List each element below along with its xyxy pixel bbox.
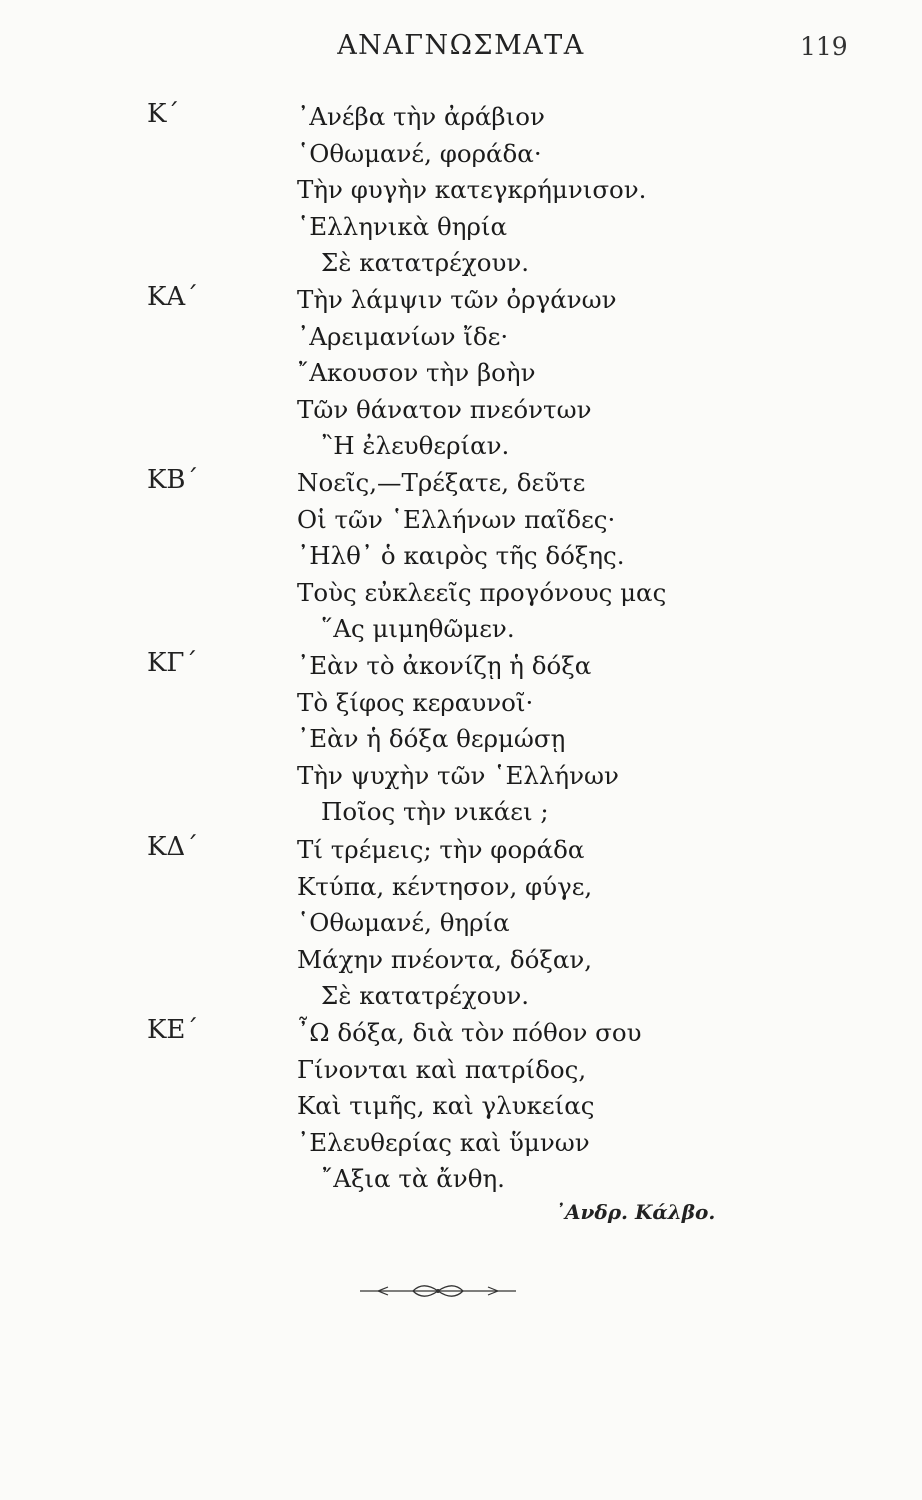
stanza-number: ΚΓ΄ [147,648,198,678]
verse-line: Καὶ τιμῆς, καὶ γλυκείας [297,1091,595,1120]
verse-line: ῏Ω δόξα, διὰ τὸν πόθον σου [297,1018,642,1047]
verse-line: ῎Αξια τὰ ἄνθη. [321,1164,505,1193]
verse-line: Ποῖος τὴν νικάει ; [321,797,549,826]
verse-line: ᾿Αρειμανίων ἴδε· [297,321,509,351]
verse-line: ῾Ελληνικὰ θηρία [297,211,507,241]
verse-line: Τὴν ψυχὴν τῶν ῾Ελλήνων [297,760,619,790]
ornament-divider-icon [358,1281,518,1301]
verse-line: Γίνονται καὶ πατρίδος, [297,1054,587,1084]
verse-line: ῾Οθωμανέ, φοράδα· [297,138,542,168]
page-number: 119 [800,32,848,61]
verse-line: ῾Οθωμανέ, θηρία [297,908,510,937]
verse-line: Σὲ κατατρέχουν. [321,981,530,1010]
verse-line: ῞Ας μιμηθῶμεν. [321,614,515,643]
stanza-lines [297,99,646,282]
verse-line: ᾿Ανέβα τὴν ἀράβιον [297,102,545,131]
verse-line: ῎Ακουσον τὴν βοὴν [297,358,536,387]
header-title: ΑΝΑΓΝΩΣΜΑΤΑ [337,30,585,61]
stanza-lines [297,282,617,465]
stanza-lines [297,465,666,648]
author-signature: ᾿Ανδρ. Κάλβο. [555,1200,716,1224]
verse-line: ᾿Ελευθερίας καὶ ὕμνων [297,1127,590,1157]
stanza-number: Κ΄ [147,99,180,129]
stanza-lines [297,1015,642,1198]
verse-line: ᾿Εὰν ἡ δόξα θερμώσῃ [297,724,566,753]
verse-line: Τί τρέμεις; τὴν φοράδα [297,835,585,864]
verse-line: Μάχην πνέοντα, δόξαν, [297,944,593,974]
verse-line: ᾿Εὰν τὸ ἀκονίζῃ ἡ δόξα [297,651,592,680]
verse-line: Σὲ κατατρέχουν. [321,248,530,277]
stanza-number: ΚΑ΄ [147,282,199,312]
stanza-lines [297,648,619,831]
verse-line: Κτύπα, κέντησον, φύγε, [297,871,593,901]
stanza-number: ΚΔ΄ [147,832,199,862]
verse-line: Τοὺς εὐκλεεῖς προγόνους μας [297,577,667,607]
verse-line: Νοεῖς,—Τρέξατε, δεῦτε [297,468,586,497]
stanza-number: ΚΒ΄ [147,465,199,495]
stanza-number: ΚΕ΄ [147,1015,199,1045]
verse-line: ᾿Ηλθ᾿ ὁ καιρὸς τῆς δόξης. [297,541,625,570]
verse-line: Τὴν λάμψιν τῶν ὀργάνων [297,285,617,314]
verse-line: Οἱ τῶν ῾Ελλήνων παῖδες· [297,504,616,534]
verse-line: Τὴν φυγὴν κατεγκρήμνισον. [297,175,647,204]
verse-line: Τὸ ξίφος κεραυνοῖ· [297,687,534,717]
stanza-lines [297,832,592,1015]
verse-line: Τῶν θάνατον πνεόντων [297,394,592,424]
verse-line: ῍Η ἐλευθερίαν. [321,431,510,460]
